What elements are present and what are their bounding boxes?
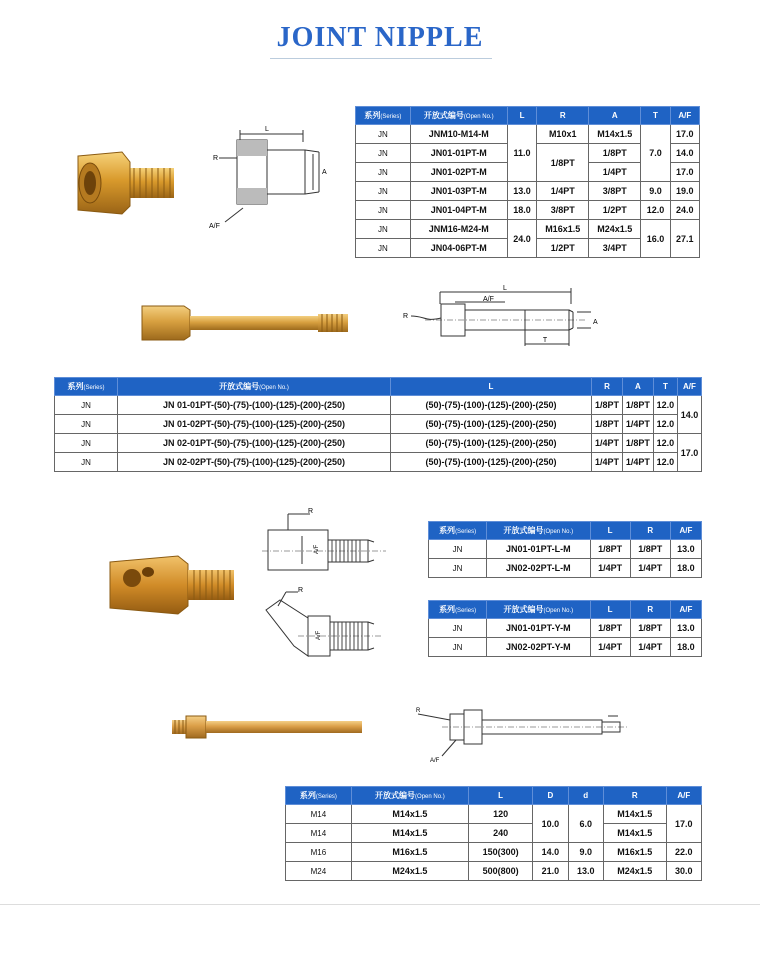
cell: 3/4PT — [589, 239, 641, 258]
cell: 13.0 — [568, 862, 603, 881]
column-header-series: 系列(Series) — [429, 601, 487, 619]
cell: 1/4PT — [592, 453, 623, 472]
cell: 3/8PT — [537, 201, 589, 220]
cell: 18.0 — [670, 559, 701, 578]
column-header: R — [630, 522, 670, 540]
table-row — [356, 220, 700, 239]
column-header: D — [533, 787, 568, 805]
dim-label-R: R — [298, 587, 304, 594]
cell: 13.0 — [670, 540, 701, 559]
cell: M14x1.5 — [603, 805, 666, 824]
cell: M16 — [286, 843, 352, 862]
spec-table-3 — [428, 521, 702, 578]
cell: M24 — [286, 862, 352, 881]
column-header: L — [590, 601, 630, 619]
cell: M14x1.5 — [351, 824, 468, 843]
cell: 12.0 — [653, 396, 677, 415]
cell: M10x1 — [537, 125, 589, 144]
cell: 24.0 — [670, 201, 699, 220]
cell: 14.0 — [533, 843, 568, 862]
cell: JN01-03PT-M — [410, 182, 507, 201]
cell: JN — [356, 220, 411, 239]
cell: 18.0 — [670, 638, 701, 657]
cell: 1/4PT — [537, 182, 589, 201]
cell: JN — [55, 415, 118, 434]
cell: JN 02-02PT-(50)-(75)-(100)-(125)-(200)-(250) — [118, 453, 391, 472]
column-header: L — [468, 787, 532, 805]
cell: 12.0 — [653, 453, 677, 472]
cell: 150(300) — [468, 843, 532, 862]
cell: JN — [356, 144, 411, 163]
table-row — [356, 182, 700, 201]
column-header-open: 开放式编号(Open No.) — [118, 378, 391, 396]
cell: JN 02-01PT-(50)-(75)-(100)-(125)-(200)-(250) — [118, 434, 391, 453]
table-row — [286, 824, 702, 843]
dim-label-A: A — [322, 169, 327, 176]
cell: JN02-02PT-Y-M — [487, 638, 590, 657]
cell: 1/4PT — [592, 434, 623, 453]
cell: 1/4PT — [630, 638, 670, 657]
cell: 9.0 — [568, 843, 603, 862]
cell: JN — [356, 201, 411, 220]
cell: 19.0 — [670, 182, 699, 201]
column-header: A/F — [670, 522, 701, 540]
cell: M14x1.5 — [589, 125, 641, 144]
cell: M24x1.5 — [603, 862, 666, 881]
cell: 1/8PT — [622, 434, 653, 453]
table-row — [356, 201, 700, 220]
tube-nipple-photo — [170, 712, 365, 742]
cell: JN — [429, 619, 487, 638]
table-row — [429, 619, 702, 638]
column-header-open: 开放式编号(Open No.) — [487, 522, 590, 540]
cell: JN — [55, 396, 118, 415]
cell: M14 — [286, 824, 352, 843]
cell: M14x1.5 — [603, 824, 666, 843]
column-header: d — [568, 787, 603, 805]
cell: 24.0 — [507, 220, 536, 258]
table-row — [55, 415, 702, 434]
cell: 12.0 — [653, 434, 677, 453]
spec-table-4 — [428, 600, 702, 657]
long-nipple-drawing — [395, 282, 605, 354]
cell: 13.0 — [507, 182, 536, 201]
column-header-open: 开放式编号(Open No.) — [351, 787, 468, 805]
table-row — [356, 125, 700, 144]
column-header: T — [641, 107, 670, 125]
cell: 17.0 — [677, 434, 701, 472]
cell: 1/2PT — [537, 239, 589, 258]
table-row — [286, 805, 702, 824]
table-row — [55, 434, 702, 453]
cell: JN — [356, 239, 411, 258]
cell: 17.0 — [670, 163, 699, 182]
cell: 3/8PT — [589, 182, 641, 201]
dim-label-AF: A/F — [316, 630, 322, 640]
hex-nipple-drawing — [205, 122, 335, 234]
cell: 7.0 — [641, 125, 670, 182]
table-row — [429, 638, 702, 657]
cell: 1/4PT — [590, 638, 630, 657]
cell: 17.0 — [666, 805, 701, 843]
cell: 1/4PT — [630, 559, 670, 578]
table-row — [286, 843, 702, 862]
column-header: L — [507, 107, 536, 125]
dim-label-AF: A/F — [483, 296, 494, 303]
table-row — [55, 396, 702, 415]
cell: 1/8PT — [630, 619, 670, 638]
column-header-open: 开放式编号(Open No.) — [487, 601, 590, 619]
cell: JN01-02PT-M — [410, 163, 507, 182]
cell: M16x1.5 — [603, 843, 666, 862]
cell: 1/8PT — [537, 144, 589, 182]
column-header: A — [622, 378, 653, 396]
cell: 1/2PT — [589, 201, 641, 220]
cell: 16.0 — [641, 220, 670, 258]
l-nipple-drawing — [262, 504, 392, 576]
title-divider — [270, 58, 492, 59]
dim-label-AF: A/F — [430, 758, 440, 764]
dim-label-R: R — [416, 708, 421, 714]
cell: M16x1.5 — [351, 843, 468, 862]
column-header-series: 系列(Series) — [286, 787, 352, 805]
column-header: A — [589, 107, 641, 125]
cell: JN — [429, 540, 487, 559]
cell: 1/8PT — [630, 540, 670, 559]
tube-nipple-drawing — [412, 700, 637, 768]
y-nipple-drawing — [258, 586, 388, 666]
cell: 1/8PT — [592, 415, 623, 434]
cell: 21.0 — [533, 862, 568, 881]
dim-label-T: T — [542, 337, 548, 344]
cell: 17.0 — [670, 125, 699, 144]
cell: 22.0 — [666, 843, 701, 862]
table-row — [286, 862, 702, 881]
cell: 1/8PT — [592, 396, 623, 415]
hex-nipple-photo — [72, 148, 182, 218]
page-title: JOINT NIPPLE — [276, 22, 484, 53]
cell: (50)-(75)-(100)-(125)-(200)-(250) — [391, 396, 592, 415]
column-header: A/F — [670, 601, 701, 619]
cell: 1/8PT — [590, 540, 630, 559]
dim-label-R: R — [403, 313, 409, 320]
dim-label-L: L — [265, 126, 269, 133]
cell: (50)-(75)-(100)-(125)-(200)-(250) — [391, 434, 592, 453]
cell: JN — [55, 434, 118, 453]
cell: JN — [356, 125, 411, 144]
cell: 240 — [468, 824, 532, 843]
column-header-series: 系列(Series) — [55, 378, 118, 396]
cell: JNM10-M14-M — [410, 125, 507, 144]
spec-table-2 — [54, 377, 702, 472]
cell: 14.0 — [677, 396, 701, 434]
tee-nipple-photo — [104, 548, 239, 620]
cell: JN — [356, 182, 411, 201]
column-header: A/F — [666, 787, 701, 805]
cell: 1/8PT — [622, 396, 653, 415]
cell: 1/4PT — [622, 453, 653, 472]
column-header: L — [391, 378, 592, 396]
column-header: R — [537, 107, 589, 125]
cell: JN01-01PT-Y-M — [487, 619, 590, 638]
column-header: T — [653, 378, 677, 396]
bottom-divider — [0, 904, 760, 905]
cell: (50)-(75)-(100)-(125)-(200)-(250) — [391, 415, 592, 434]
dim-label-AF: A/F — [314, 544, 320, 554]
cell: 1/4PT — [590, 559, 630, 578]
spec-table-1 — [355, 106, 700, 258]
spec-table-5 — [285, 786, 702, 881]
cell: M14x1.5 — [351, 805, 468, 824]
column-header: A/F — [670, 107, 699, 125]
cell: 30.0 — [666, 862, 701, 881]
cell: JN — [429, 638, 487, 657]
cell: JN01-01PT-M — [410, 144, 507, 163]
column-header: A/F — [677, 378, 701, 396]
cell: 9.0 — [641, 182, 670, 201]
cell: 13.0 — [670, 619, 701, 638]
dim-label-R: R — [213, 155, 219, 162]
long-nipple-photo — [138, 300, 353, 342]
cell: 6.0 — [568, 805, 603, 843]
column-header-series: 系列(Series) — [356, 107, 411, 125]
cell: M14 — [286, 805, 352, 824]
dim-label-R: R — [308, 508, 314, 515]
cell: JN — [55, 453, 118, 472]
column-header: L — [590, 522, 630, 540]
column-header: R — [603, 787, 666, 805]
cell: 1/4PT — [589, 163, 641, 182]
cell: JN — [356, 163, 411, 182]
dim-label-AF: A/F — [209, 223, 220, 230]
cell: JN02-02PT-L-M — [487, 559, 590, 578]
column-header-open: 开放式编号(Open No.) — [410, 107, 507, 125]
cell: JN — [429, 559, 487, 578]
dim-label-L: L — [503, 285, 507, 292]
cell: 1/8PT — [590, 619, 630, 638]
cell: 27.1 — [670, 220, 699, 258]
cell: 120 — [468, 805, 532, 824]
cell: JN 01-01PT-(50)-(75)-(100)-(125)-(200)-(250) — [118, 396, 391, 415]
cell: (50)-(75)-(100)-(125)-(200)-(250) — [391, 453, 592, 472]
cell: JN01-04PT-M — [410, 201, 507, 220]
cell: M24x1.5 — [351, 862, 468, 881]
cell: 12.0 — [641, 201, 670, 220]
cell: JN 01-02PT-(50)-(75)-(100)-(125)-(200)-(250) — [118, 415, 391, 434]
table-row — [429, 540, 702, 559]
cell: M16x1.5 — [537, 220, 589, 239]
cell: M24x1.5 — [589, 220, 641, 239]
cell: 500(800) — [468, 862, 532, 881]
cell: JN04-06PT-M — [410, 239, 507, 258]
cell: 11.0 — [507, 125, 536, 182]
cell: 1/8PT — [589, 144, 641, 163]
cell: JNM16-M24-M — [410, 220, 507, 239]
column-header: R — [592, 378, 623, 396]
cell: 18.0 — [507, 201, 536, 220]
cell: 12.0 — [653, 415, 677, 434]
cell: 10.0 — [533, 805, 568, 843]
cell: 14.0 — [670, 144, 699, 163]
cell: JN01-01PT-L-M — [487, 540, 590, 559]
column-header: R — [630, 601, 670, 619]
table-row — [55, 453, 702, 472]
cell: 1/4PT — [622, 415, 653, 434]
dim-label-A: A — [593, 319, 598, 326]
table-row — [429, 559, 702, 578]
column-header-series: 系列(Series) — [429, 522, 487, 540]
